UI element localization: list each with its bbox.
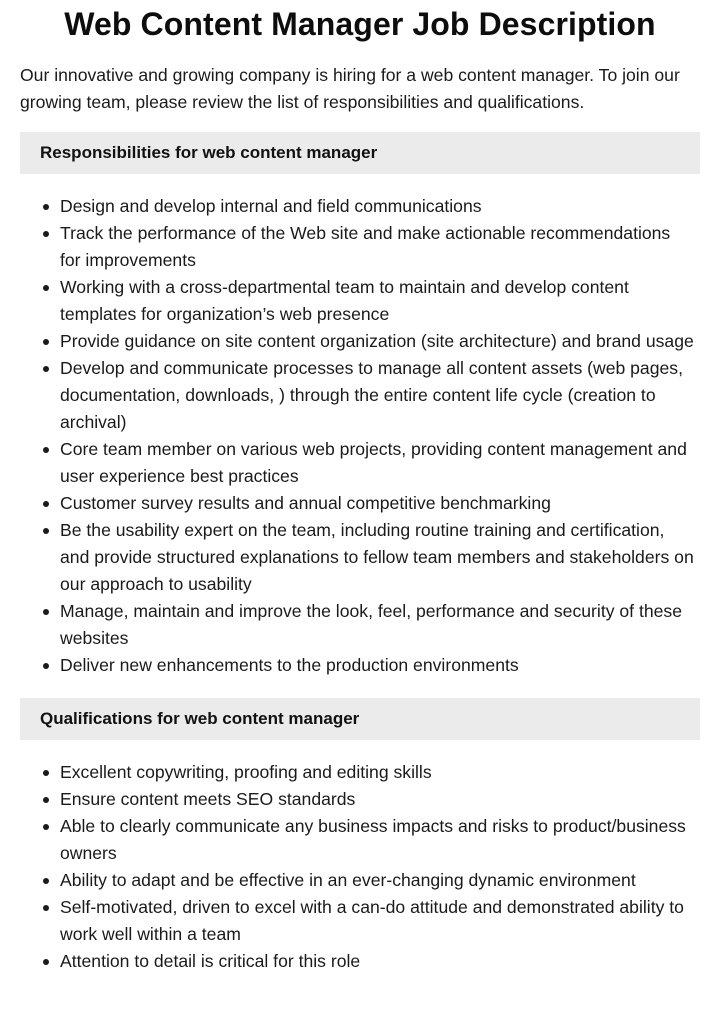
page-title: Web Content Manager Job Description — [64, 6, 656, 42]
list-item: Excellent copywriting, proofing and editing skills — [60, 759, 700, 786]
list-item: Able to clearly communicate any business impacts and risks to product/business owners — [60, 813, 700, 867]
list-item: Attention to detail is critical for this role — [60, 948, 700, 975]
list-item: Manage, maintain and improve the look, feel, performance and security of these websites — [60, 598, 700, 652]
list-item: Ensure content meets SEO standards — [60, 786, 700, 813]
list-item: Track the performance of the Web site and make actionable recommendations for improvements — [60, 220, 700, 274]
list-item: Self-motivated, driven to excel with a can-do attitude and demonstrated ability to work well within a team — [60, 894, 700, 948]
qualifications-list — [20, 759, 700, 975]
list-item: Core team member on various web projects, providing content management and user experience best practices — [60, 436, 700, 490]
list-item: Working with a cross-departmental team to maintain and develop content templates for organization’s web presence — [60, 274, 700, 328]
list-item: Provide guidance on site content organization (site architecture) and brand usage — [60, 328, 700, 355]
qualifications-heading: Qualifications for web content manager — [20, 698, 700, 740]
list-item: Be the usability expert on the team, including routine training and certification, and provide structured explanations to fellow team members and stakeholders on our approach to usability — [60, 517, 700, 598]
list-item: Develop and communicate processes to manage all content assets (web pages, documentation, downloads, ) through the entire content life cycle (creation to archival) — [60, 355, 700, 436]
intro-paragraph: Our innovative and growing company is hiring for a web content manager. To join our growing team, please review the list of responsibilities and qualifications. — [20, 65, 680, 112]
list-item: Deliver new enhancements to the production environments — [60, 652, 700, 679]
list-item: Ability to adapt and be effective in an ever-changing dynamic environment — [60, 867, 700, 894]
responsibilities-list — [20, 193, 700, 679]
responsibilities-heading: Responsibilities for web content manager — [20, 132, 700, 174]
list-item: Design and develop internal and field communications — [60, 193, 700, 220]
list-item: Customer survey results and annual competitive benchmarking — [60, 490, 700, 517]
